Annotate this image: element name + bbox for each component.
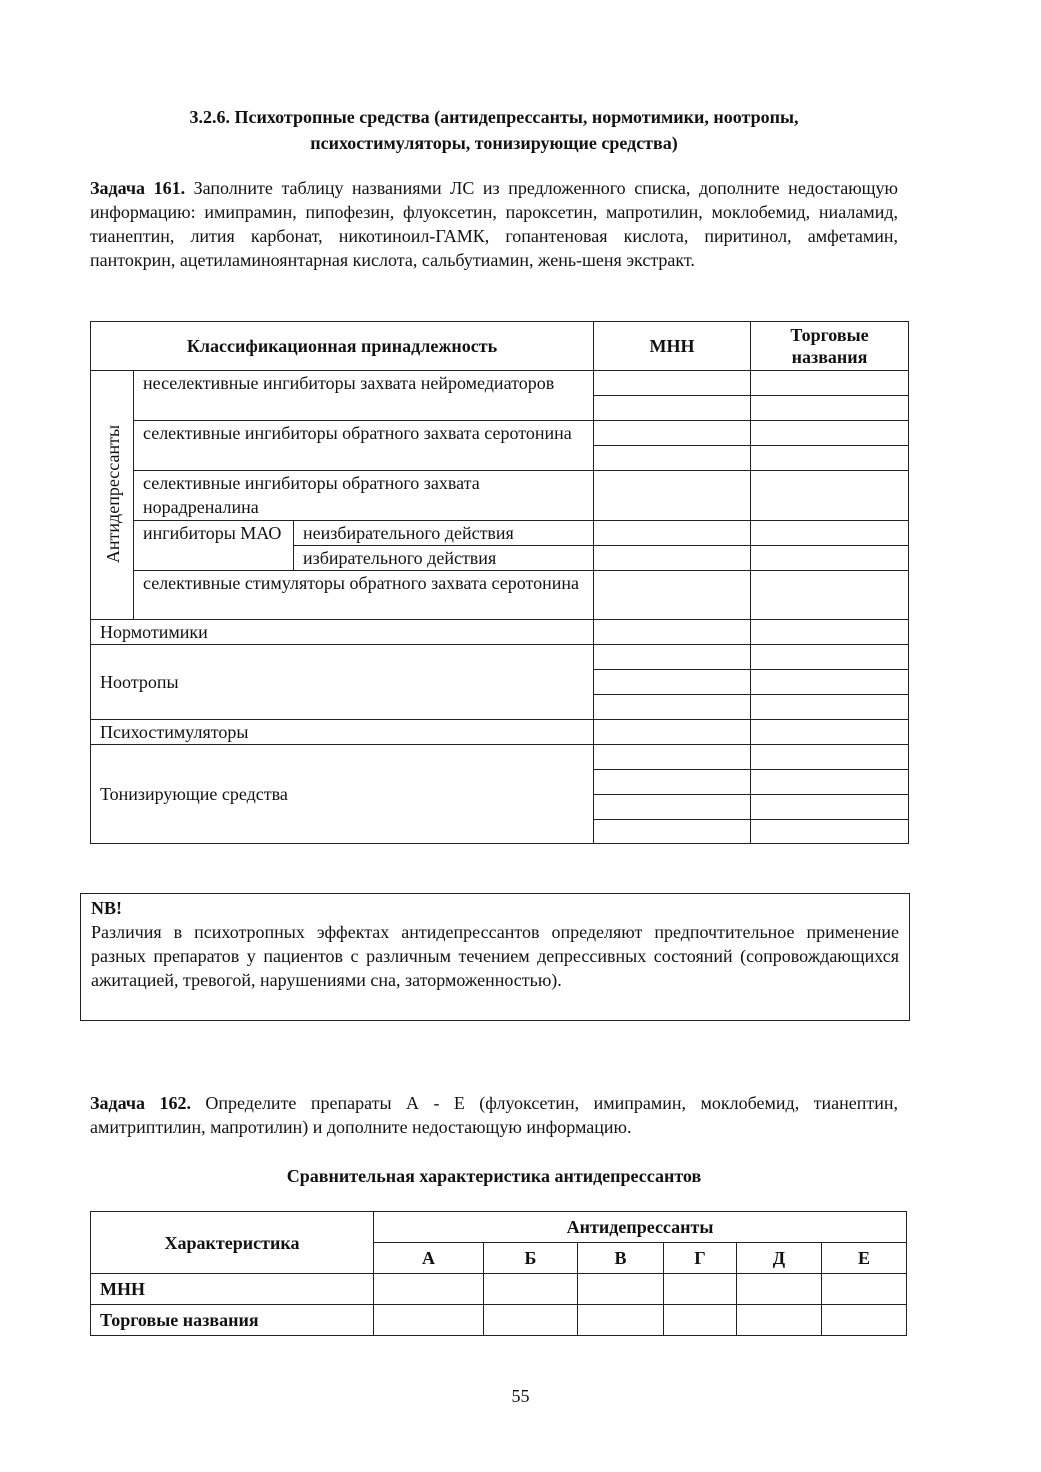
input-cell[interactable] bbox=[751, 546, 909, 571]
row-trade-label: Торговые названия bbox=[91, 1305, 374, 1336]
row-stimulators-label: селективные стимуляторы обратного захвата серотонина bbox=[134, 571, 594, 620]
input-cell[interactable] bbox=[594, 745, 751, 770]
classification-table bbox=[90, 321, 909, 844]
input-cell[interactable] bbox=[751, 745, 909, 770]
page-number: 55 bbox=[511, 1386, 530, 1406]
table2-title: Сравнительная характеристика антидепрессантов bbox=[286, 1166, 702, 1186]
input-cell[interactable] bbox=[751, 695, 909, 720]
input-cell[interactable] bbox=[751, 720, 909, 745]
column-header: Д bbox=[737, 1243, 822, 1274]
row-tonic-label: Тонизирующие средства bbox=[91, 745, 594, 844]
input-cell[interactable] bbox=[737, 1274, 822, 1305]
column-header: А bbox=[374, 1243, 484, 1274]
input-cell[interactable] bbox=[751, 795, 909, 820]
comparison-table bbox=[90, 1211, 907, 1336]
input-cell[interactable] bbox=[751, 645, 909, 670]
input-cell[interactable] bbox=[751, 571, 909, 620]
input-cell[interactable] bbox=[594, 645, 751, 670]
header-antidepressants: Антидепрессанты bbox=[374, 1212, 907, 1243]
task-161-text: Заполните таблицу названиями ЛС из предложенного списка, дополните недостающую информацию: имипрамин, пипофезин, флуоксетин, пароксетин, мапротилин, моклобемид, ниаламид, тианептин, лития карбонат, никотиноил-ГАМК, гопантеновая кислота, пиритинол, амфетамин, пантокрин, ацетиламиноянтарная кислота, сальбутиамин, жень-шеня экстракт. bbox=[90, 178, 898, 270]
nb-note-box bbox=[80, 893, 910, 1021]
row-mao-label: ингибиторы МАО bbox=[134, 521, 294, 571]
input-cell[interactable] bbox=[751, 396, 909, 421]
row-snri-label: селективные ингибиторы обратного захвата норадреналина bbox=[134, 471, 594, 521]
header-mnn: МНН bbox=[594, 322, 751, 371]
section-title-line1: 3.2.6. Психотропные средства (антидепрессанты, нормотимики, ноотропы, bbox=[189, 107, 799, 127]
input-cell[interactable] bbox=[594, 720, 751, 745]
input-cell[interactable] bbox=[737, 1305, 822, 1336]
input-cell[interactable] bbox=[594, 396, 751, 421]
header-classification: Классификационная принадлежность bbox=[91, 322, 594, 371]
column-header: Б bbox=[484, 1243, 578, 1274]
input-cell[interactable] bbox=[751, 471, 909, 521]
row-mnn-label: МНН bbox=[91, 1274, 374, 1305]
input-cell[interactable] bbox=[594, 421, 751, 446]
input-cell[interactable] bbox=[751, 770, 909, 795]
input-cell[interactable] bbox=[594, 446, 751, 471]
row-nonselective-label: неселективные ингибиторы захвата нейромедиаторов bbox=[134, 371, 594, 421]
row-psychostimulants-label: Психостимуляторы bbox=[91, 720, 594, 745]
input-cell[interactable] bbox=[374, 1305, 484, 1336]
input-cell[interactable] bbox=[594, 770, 751, 795]
task-162-paragraph bbox=[90, 1091, 898, 1139]
input-cell[interactable] bbox=[594, 571, 751, 620]
column-header: В bbox=[578, 1243, 664, 1274]
input-cell[interactable] bbox=[594, 620, 751, 645]
input-cell[interactable] bbox=[751, 820, 909, 844]
row-mao-nonselective-label: неизбирательного действия bbox=[294, 521, 594, 546]
nb-text: Различия в психотропных эффектах антидепрессантов определяют предпочтительное применение разных препаратов у пациентов с различным течением депрессивных состояний (сопровождающихся ажитацией, тревогой, нарушениями сна, заторможенностью). bbox=[91, 922, 899, 990]
row-ssri-label: селективные ингибиторы обратного захвата серотонина bbox=[134, 421, 594, 471]
input-cell[interactable] bbox=[751, 446, 909, 471]
input-cell[interactable] bbox=[751, 521, 909, 546]
row-nootropics-label: Ноотропы bbox=[91, 645, 594, 720]
task-162-label: Задача 162. bbox=[90, 1093, 191, 1113]
input-cell[interactable] bbox=[594, 371, 751, 396]
input-cell[interactable] bbox=[594, 795, 751, 820]
input-cell[interactable] bbox=[578, 1305, 664, 1336]
input-cell[interactable] bbox=[594, 820, 751, 844]
input-cell[interactable] bbox=[822, 1274, 907, 1305]
input-cell[interactable] bbox=[594, 670, 751, 695]
input-cell[interactable] bbox=[664, 1305, 737, 1336]
column-header: Г bbox=[664, 1243, 737, 1274]
nb-title: NB! bbox=[91, 898, 122, 918]
input-cell[interactable] bbox=[578, 1274, 664, 1305]
task-162-text: Определите препараты А - Е (флуоксетин, имипрамин, моклобемид, тианептин, амитриптилин, мапротилин) и дополните недостающую информацию. bbox=[90, 1093, 899, 1137]
input-cell[interactable] bbox=[594, 471, 751, 521]
task-161-paragraph bbox=[90, 176, 898, 272]
input-cell[interactable] bbox=[594, 695, 751, 720]
column-header: Е bbox=[822, 1243, 907, 1274]
input-cell[interactable] bbox=[751, 421, 909, 446]
header-characteristic: Характеристика bbox=[91, 1212, 374, 1274]
row-mao-selective-label: избирательного действия bbox=[294, 546, 594, 571]
group-antidepressants-label: Антидепрессанты bbox=[102, 424, 123, 564]
input-cell[interactable] bbox=[484, 1274, 578, 1305]
input-cell[interactable] bbox=[751, 620, 909, 645]
input-cell[interactable] bbox=[374, 1274, 484, 1305]
section-title-line2: психостимуляторы, тонизирующие средства) bbox=[310, 133, 678, 153]
input-cell[interactable] bbox=[751, 371, 909, 396]
input-cell[interactable] bbox=[664, 1274, 737, 1305]
task-161-label: Задача 161. bbox=[90, 178, 186, 198]
group-antidepressants-cell bbox=[91, 371, 134, 620]
input-cell[interactable] bbox=[822, 1305, 907, 1336]
row-normotimics-label: Нормотимики bbox=[91, 620, 594, 645]
input-cell[interactable] bbox=[751, 670, 909, 695]
input-cell[interactable] bbox=[484, 1305, 578, 1336]
input-cell[interactable] bbox=[594, 546, 751, 571]
section-title bbox=[90, 104, 898, 156]
input-cell[interactable] bbox=[594, 521, 751, 546]
header-trade-names: Торговые названия bbox=[751, 322, 909, 371]
